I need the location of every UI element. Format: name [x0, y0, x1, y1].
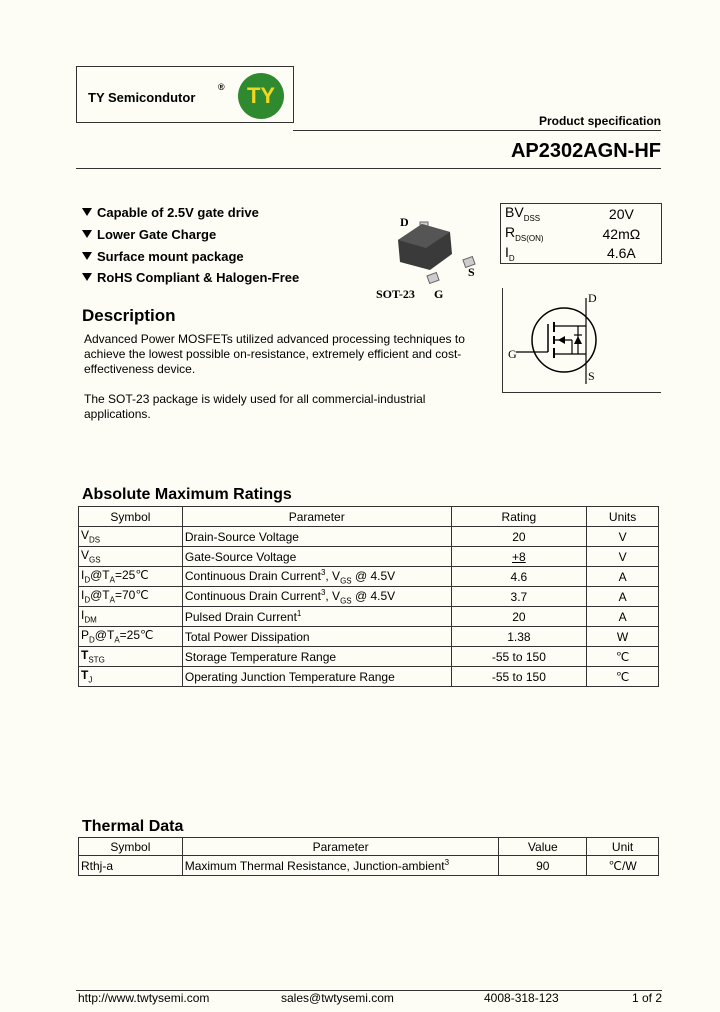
key-spec-table	[500, 203, 662, 264]
header-cell: Unit	[587, 838, 659, 856]
description-para: Advanced Power MOSFETs utilized advanced processing techniques to achieve the lowest possible on-resistance, extremely efficient and cost-effectiveness device.	[84, 332, 465, 376]
header-cell: Parameter	[182, 507, 451, 527]
unit-cell: V	[587, 547, 659, 567]
table-row	[79, 607, 659, 627]
parameter-cell: Pulsed Drain Current$^1$	[182, 607, 451, 627]
spec-label: Product specification	[538, 114, 661, 128]
parameter-cell: Operating Junction Temperature Range	[182, 667, 451, 687]
unit-cell: A	[587, 607, 659, 627]
table-row	[79, 647, 659, 667]
part-number: AP2302AGN-HF	[510, 140, 661, 162]
unit-cell: ℃/W	[587, 856, 659, 876]
schematic-g: G	[508, 347, 517, 361]
parameter-cell: Continuous Drain Current$^3$, $V_{GS}$ @ 4.5V	[182, 567, 451, 587]
symbol-cell: Rthj-a	[79, 856, 183, 876]
company-name: TY Semicondutor	[88, 90, 196, 105]
logo-box-border	[293, 66, 294, 123]
ratings-table	[78, 506, 659, 687]
thermal-title: Thermal Data	[82, 818, 184, 835]
header-cell: Rating	[451, 507, 587, 527]
triangle-bullet-icon	[82, 252, 92, 260]
unit-cell: A	[587, 567, 659, 587]
table-header-row	[79, 507, 659, 527]
divider	[76, 168, 661, 169]
rating-cell: 20	[451, 527, 587, 547]
rating-cell: 4.6	[451, 567, 587, 587]
parameter-cell: Drain-Source Voltage	[182, 527, 451, 547]
pkg-pin-g: G	[434, 287, 444, 301]
key-spec-value: 42mΩ	[602, 225, 641, 242]
rating-cell: 20	[451, 607, 587, 627]
feature-item: Surface mount package	[82, 249, 244, 264]
footer-phone: 4008-318-123	[484, 991, 559, 1005]
table-row	[79, 527, 659, 547]
registered-mark: ®	[218, 82, 225, 92]
key-spec-symbol: $BV_{DSS}$	[505, 204, 541, 224]
ratings-title: Absolute Maximum Ratings	[82, 486, 292, 503]
table-row	[79, 567, 659, 587]
thermal-table	[78, 837, 659, 876]
symbol-cell: $V_{DS}$	[79, 527, 183, 547]
rating-cell: 1.38	[451, 627, 587, 647]
key-spec-row	[501, 204, 662, 224]
symbol-cell: $T_{STG}$	[79, 647, 183, 667]
schematic-d: D	[588, 291, 597, 305]
symbol-cell: $I_D@T_A=70℃$	[79, 587, 183, 607]
rating-cell: -55 to 150	[451, 667, 587, 687]
symbol-cell: $I_{DM}$	[79, 607, 183, 627]
key-spec-row	[501, 224, 662, 244]
pkg-pin-d: D	[400, 215, 409, 229]
unit-cell: ℃	[587, 667, 659, 687]
pkg-label: SOT-23	[376, 287, 415, 301]
parameter-cell: Storage Temperature Range	[182, 647, 451, 667]
footer-email-link[interactable]: sales@twtysemi.com	[281, 991, 394, 1005]
description-title: Description	[82, 306, 176, 325]
header-cell: Parameter	[182, 838, 499, 856]
triangle-bullet-icon	[82, 208, 92, 216]
key-spec-symbol: $R_{DS(ON)}$	[505, 224, 544, 243]
footer-page-number: 1 of 2	[632, 991, 663, 1005]
key-spec-value: 20V	[608, 205, 634, 222]
parameter-cell: Total Power Dissipation	[182, 627, 451, 647]
parameter-cell: Continuous Drain Current$^3$, $V_{GS}$ @ 4.5V	[182, 587, 451, 607]
symbol-cell: $I_D@T_A=25℃$	[79, 567, 183, 587]
rating-cell: -55 to 150	[451, 647, 587, 667]
triangle-bullet-icon	[82, 230, 92, 238]
schematic-s: S	[588, 369, 595, 383]
unit-cell: A	[587, 587, 659, 607]
header-cell: Symbol	[79, 507, 183, 527]
mosfet-schematic-icon	[502, 288, 662, 394]
value-cell: 90	[499, 856, 587, 876]
description-para: The SOT-23 package is widely used for all commercial-industrial applications.	[84, 392, 426, 421]
header-cell: Value	[499, 838, 587, 856]
symbol-cell: $P_D@T_A=25℃$	[79, 627, 183, 647]
footer-url-link[interactable]: http://www.twtysemi.com	[78, 991, 210, 1005]
feature-item: Lower Gate Charge	[82, 227, 216, 242]
header-cell: Symbol	[79, 838, 183, 856]
divider	[293, 130, 661, 131]
table-row	[79, 587, 659, 607]
ty-logo: TY	[238, 73, 284, 119]
rating-cell: 3.7	[451, 587, 587, 607]
table-row	[79, 856, 659, 876]
symbol-cell: $T_J$	[79, 667, 183, 687]
key-spec-symbol: $I_D$	[505, 243, 515, 263]
sot23-package-icon	[370, 210, 490, 302]
rating-cell: +8	[451, 547, 587, 567]
unit-cell: V	[587, 527, 659, 547]
key-spec-value: 4.6A	[606, 245, 636, 262]
feature-item: Capable of 2.5V gate drive	[82, 205, 259, 220]
table-row	[79, 627, 659, 647]
pkg-pin-s: S	[468, 265, 475, 279]
table-row	[79, 667, 659, 687]
logo-box-border	[76, 122, 294, 123]
symbol-cell: $V_{GS}$	[79, 547, 183, 567]
unit-cell: ℃	[587, 647, 659, 667]
feature-item: RoHS Compliant & Halogen-Free	[82, 270, 299, 285]
parameter-cell: Maximum Thermal Resistance, Junction-ambient$^3$	[182, 856, 499, 876]
unit-cell: W	[587, 627, 659, 647]
parameter-cell: Gate-Source Voltage	[182, 547, 451, 567]
table-header-row	[79, 838, 659, 856]
triangle-bullet-icon	[82, 273, 92, 281]
header-cell: Units	[587, 507, 659, 527]
table-row	[79, 547, 659, 567]
key-spec-row	[501, 244, 662, 264]
